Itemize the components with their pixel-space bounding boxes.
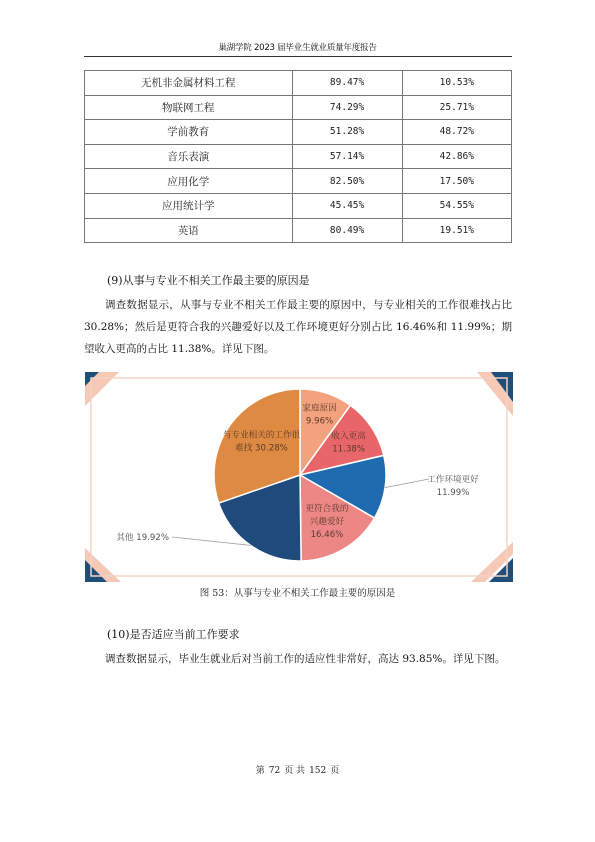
major-relevance-table: [84, 70, 512, 243]
table-cell-major: 学前教育: [85, 120, 293, 145]
pie-slice-label: 收入更高: [331, 431, 366, 442]
table-row: [85, 120, 512, 145]
table-cell-related: 80.49%: [292, 218, 402, 243]
pie-value-label: 9.96%: [305, 416, 334, 427]
pie-value-label: 11.38%: [332, 444, 366, 455]
footer-middle: 页 共: [284, 766, 306, 776]
pie-chart-figure: [85, 372, 513, 582]
table-row: [85, 71, 512, 96]
pie-slices: [214, 389, 386, 561]
table-cell-related: 45.45%: [292, 193, 402, 218]
table-cell-major: 物联网工程: [85, 95, 293, 120]
pie-leader-line: [172, 537, 251, 545]
table-cell-unrelated: 25.71%: [402, 95, 511, 120]
pie-slice-label: 与专业相关的工作很: [222, 430, 301, 441]
page-total: 152: [309, 766, 327, 776]
section-heading: (9)从事与专业不相关工作最主要的原因是: [107, 274, 310, 287]
figure-caption: 图 53：从事与专业不相关工作最主要的原因是: [199, 588, 396, 599]
paragraph-text: 调查数据显示，毕业生就业后对当前工作的适应性非常好，高达 93.85%。详见下图。: [105, 653, 506, 665]
header-divider: [84, 56, 512, 57]
table-cell-unrelated: 54.55%: [402, 193, 511, 218]
table-row: [85, 95, 512, 120]
table-cell-related: 51.28%: [292, 120, 402, 145]
table-cell-major: 英语: [85, 218, 293, 243]
table-cell-related: 74.29%: [292, 95, 402, 120]
section-paragraph: [84, 648, 512, 670]
report-header-title: 巢湖学院 2023 届毕业生就业质量年度报告: [218, 43, 377, 53]
table-row: [85, 144, 512, 169]
table-cell-unrelated: 17.50%: [402, 169, 511, 194]
pie-value-label: 16.46%: [310, 530, 344, 540]
table-cell-related: 89.47%: [292, 71, 402, 96]
page-number: 72: [268, 766, 281, 776]
footer-suffix: 页: [330, 766, 340, 776]
table-cell-major: 无机非金属材料工程: [85, 71, 293, 96]
pie-slice-label: 兴趣爱好: [309, 517, 345, 527]
pie-slice-label: 更符合我的: [305, 504, 349, 514]
footer-prefix: 第: [255, 766, 265, 776]
section-heading: (10)是否适应当前工作要求: [107, 628, 240, 641]
pie-slice-label: 家庭原因: [302, 403, 337, 414]
pie-leader-line: [385, 479, 429, 488]
paragraph-text: 调查数据显示，从事与专业不相关工作最主要的原因中，与专业相关的工作很难找占比 30.28%；然后是更符合我的兴趣爱好以及工作环境更好分别占比 16.46%和 11.99%；期望收入更高的占比 11.38%。详见下图。: [84, 299, 512, 355]
table-cell-unrelated: 10.53%: [402, 71, 511, 96]
table-cell-major: 应用化学: [85, 169, 293, 194]
page-footer: [0, 763, 595, 776]
table-cell-unrelated: 19.51%: [402, 218, 511, 243]
pie-slice-label: 其他 19.92%: [116, 533, 169, 543]
pie-value-label: 11.99%: [436, 488, 470, 498]
table-row: [85, 218, 512, 243]
table-cell-major: 音乐表演: [85, 144, 293, 169]
table-row: [85, 193, 512, 218]
table-cell-unrelated: 48.72%: [402, 120, 511, 145]
pie-slice-label: 难找 30.28%: [235, 443, 288, 454]
table-row: [85, 169, 512, 194]
table-cell-related: 57.14%: [292, 144, 402, 169]
pie-chart: [85, 372, 513, 582]
section-paragraph: [84, 294, 512, 360]
table-cell-major: 应用统计学: [85, 193, 293, 218]
table-cell-unrelated: 42.86%: [402, 144, 511, 169]
pie-slice-label: 工作环境更好: [427, 475, 479, 485]
table-cell-related: 82.50%: [292, 169, 402, 194]
